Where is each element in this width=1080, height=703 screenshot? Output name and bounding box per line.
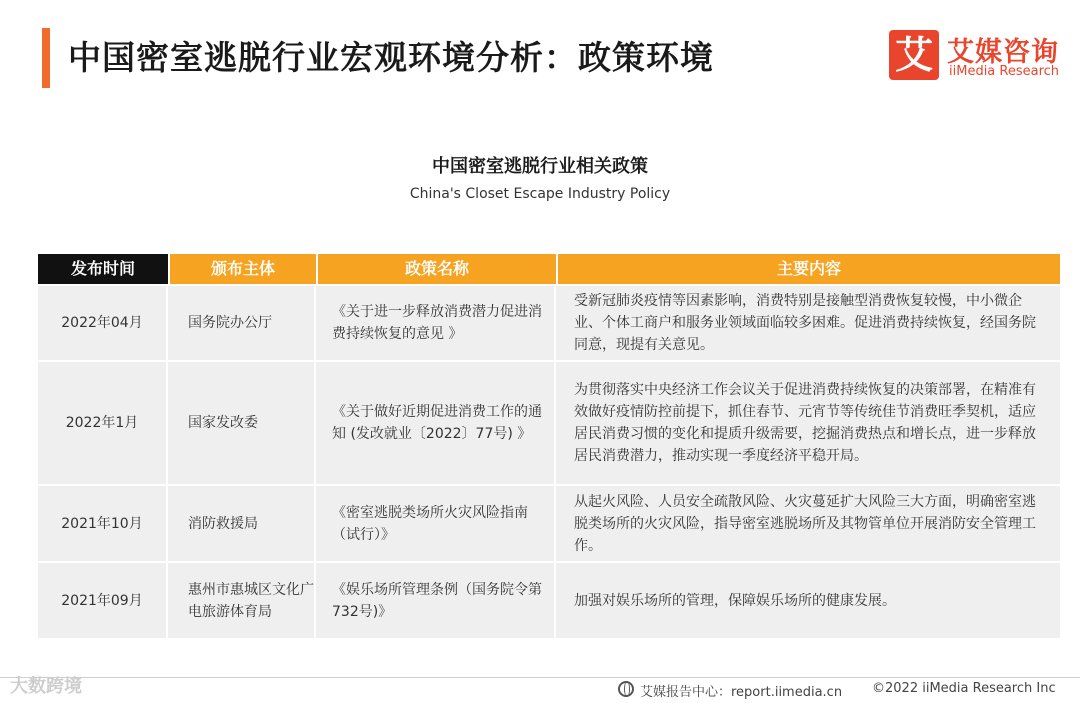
logo-name-cn: 艾媒咨询: [947, 37, 1059, 68]
cell-issuer: 国务院办公厅: [168, 286, 316, 360]
watermark-text: 大数跨境: [10, 676, 82, 697]
table-title: 中国密室逃脱行业相关政策: [432, 156, 648, 177]
footer-divider: [0, 677, 1080, 678]
table-row: [38, 360, 1060, 484]
cell-date: 2021年10月: [38, 486, 168, 561]
cell-content: 受新冠肺炎疫情等因素影响，消费特别是接触型消费恢复较慢，中小微企业、个体工商户和服务业领域面临较多困难。促进消费持续恢复，经国务院同意，现提有关意见。: [574, 293, 1036, 353]
footer-copyright: ©2022 iiMedia Research Inc: [872, 681, 1056, 696]
column-header-policy: 政策名称: [318, 254, 556, 284]
footer-source: 艾媒报告中心：report.iimedia.cn: [640, 685, 843, 700]
column-header-issuer: 颁布主体: [170, 254, 316, 284]
cell-content: 为贯彻落实中央经济工作会议关于促进消费持续恢复的决策部署，在精准有效做好疫情防控前提下，抓住春节、元宵节等传统佳节消费旺季契机，适应居民消费习惯的变化和提质升级需要，挖掘消费热点和增长点，进一步释放居民消费潜力，推动实现一季度经济平稳开局。: [574, 382, 1036, 464]
cell-content: 从起火风险、人员安全疏散风险、火灾蔓延扩大风险三大方面，明确密室逃脱类场所的火灾风险，指导密室逃脱场所及其物管单位开展消防安全管理工作。: [574, 493, 1036, 554]
table-row: [38, 284, 1060, 360]
cell-content: 加强对娱乐场所的管理，保障娱乐场所的健康发展。: [574, 592, 896, 609]
iimedia-logo: [889, 30, 1064, 82]
cell-policy: 《关于做好近期促进消费工作的通知 (发改就业〔2022〕77号) 》: [316, 362, 556, 484]
cell-date: 2021年09月: [38, 563, 168, 638]
cell-issuer: 国家发改委: [168, 362, 316, 484]
title-accent-bar: [42, 28, 50, 88]
globe-icon: [618, 681, 634, 697]
cell-date: 2022年04月: [38, 286, 168, 360]
page-title: 中国密室逃脱行业宏观环境分析：政策环境: [68, 38, 714, 77]
cell-policy: 《密室逃脱类场所火灾风险指南（试行）》: [316, 486, 556, 561]
policy-table: [38, 254, 1060, 638]
cell-issuer: 惠州市惠城区文化广电旅游体育局: [168, 563, 316, 638]
logo-name-en: iiMedia Research: [949, 64, 1060, 79]
cell-policy: 《关于进一步释放消费潜力促进消费持续恢复的意见 》: [316, 286, 556, 360]
cell-date: 2022年1月: [38, 362, 168, 484]
table-subtitle: China's Closet Escape Industry Policy: [409, 186, 671, 202]
column-header-content: 主要内容: [558, 254, 1060, 284]
column-header-date: 发布时间: [38, 254, 168, 284]
logo-mark: 艾: [889, 30, 939, 80]
cell-policy: 《娱乐场所管理条例（国务院令第732号)》: [316, 563, 556, 638]
table-row: [38, 561, 1060, 638]
cell-issuer: 消防救援局: [168, 486, 316, 561]
table-row: [38, 484, 1060, 561]
table-header-row: [38, 254, 1060, 284]
